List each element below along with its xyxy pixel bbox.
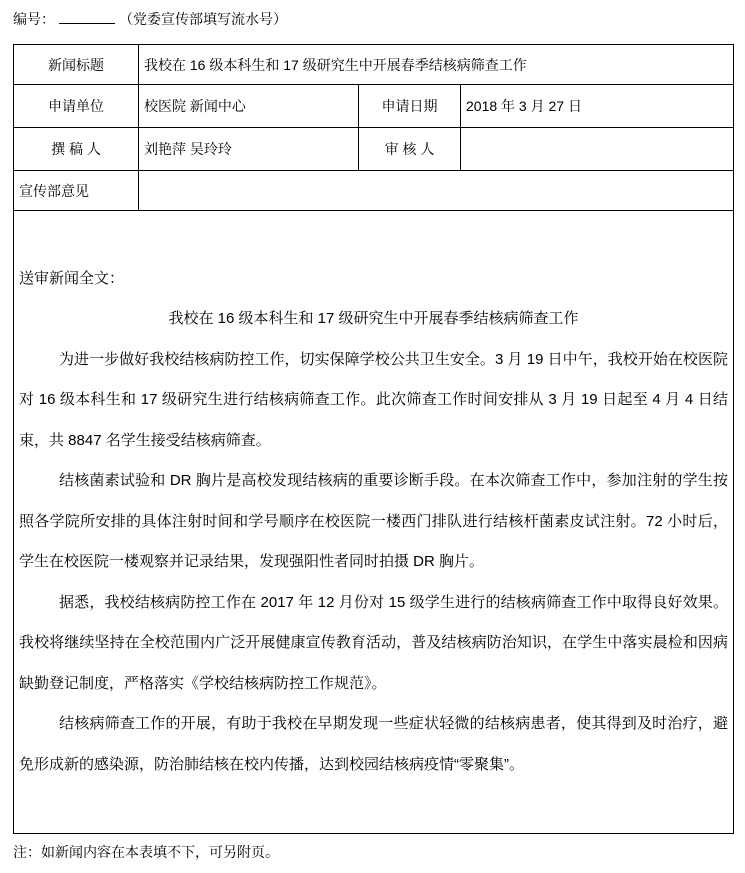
serial-label: 编号： [13,11,55,27]
news-title-value: 我校在 16 级本科生和 17 级研究生中开展春季结核病筛查工作 [139,45,734,85]
apply-date-label: 申请日期 [359,85,461,128]
serial-note: （党委宣传部填写流水号） [119,11,287,27]
apply-unit-label: 申请单位 [14,85,139,128]
table-row-article [14,211,734,834]
serial-blank-field [59,10,115,24]
table-row-dept-opinion [14,171,734,211]
footer-note: 注：如新闻内容在本表填不下，可另附页。 [13,844,279,860]
dept-opinion-label: 宣传部意见 [14,171,139,211]
news-title-label: 新闻标题 [14,45,139,85]
table-row-news-title [14,45,734,85]
apply-unit-value: 校医院 新闻中心 [139,85,359,128]
article-title: 我校在 16 级本科生和 17 级研究生中开展春季结核病筛查工作 [168,310,579,328]
reviewer-label: 审 核 人 [359,128,461,171]
article-cell [14,211,734,834]
table-row-apply [14,85,734,128]
news-review-form-table [13,44,734,834]
article-paragraph: 结核菌素试验和 DR 胸片是高校发现结核病的重要诊断手段。在本次筛查工作中，参加注射的学生按照各学院所安排的具体注射时间和学号顺序在校医院一楼西门排队进行结核杆菌素皮试注射。72 小时后，学生在校医院一楼观察并记录结果，发现强阳性者同时拍摄 DR 胸片。 [19,472,728,571]
article-paragraph: 据悉，我校结核病防控工作在 2017 年 12 月份对 15 级学生进行的结核病筛查工作中取得良好效果。我校将继续坚持在全校范围内广泛开展健康宣传教育活动，普及结核病防治知识，在学生中落实晨检和因病缺勤登记制度，严格落实《学校结核病防控工作规范》。 [19,593,728,692]
article-paragraph: 结核病筛查工作的开展，有助于我校在早期发现一些症状轻微的结核病患者，使其得到及时治疗，避免形成新的感染源，防治肺结核在校内传播，达到校园结核病疫情“零聚集”。 [19,715,728,773]
dept-opinion-value [139,171,734,211]
author-value: 刘艳萍 吴玲玲 [139,128,359,171]
reviewer-value [461,128,734,171]
article-paragraph: 为进一步做好我校结核病防控工作，切实保障学校公共卫生安全。3 月 19 日中午，我校开始在校医院对 16 级本科生和 17 级研究生进行结核病筛查工作。此次筛查工作时间安排从 3 月 19 日起至 4 月 4 日结束，共 8847 名学生接受结核病筛查。 [19,350,728,449]
serial-line [13,10,287,28]
author-label: 撰 稿 人 [14,128,139,171]
table-row-author [14,128,734,171]
article-section-label: 送审新闻全文： [19,269,125,287]
apply-date-value: 2018 年 3 月 27 日 [461,85,734,128]
